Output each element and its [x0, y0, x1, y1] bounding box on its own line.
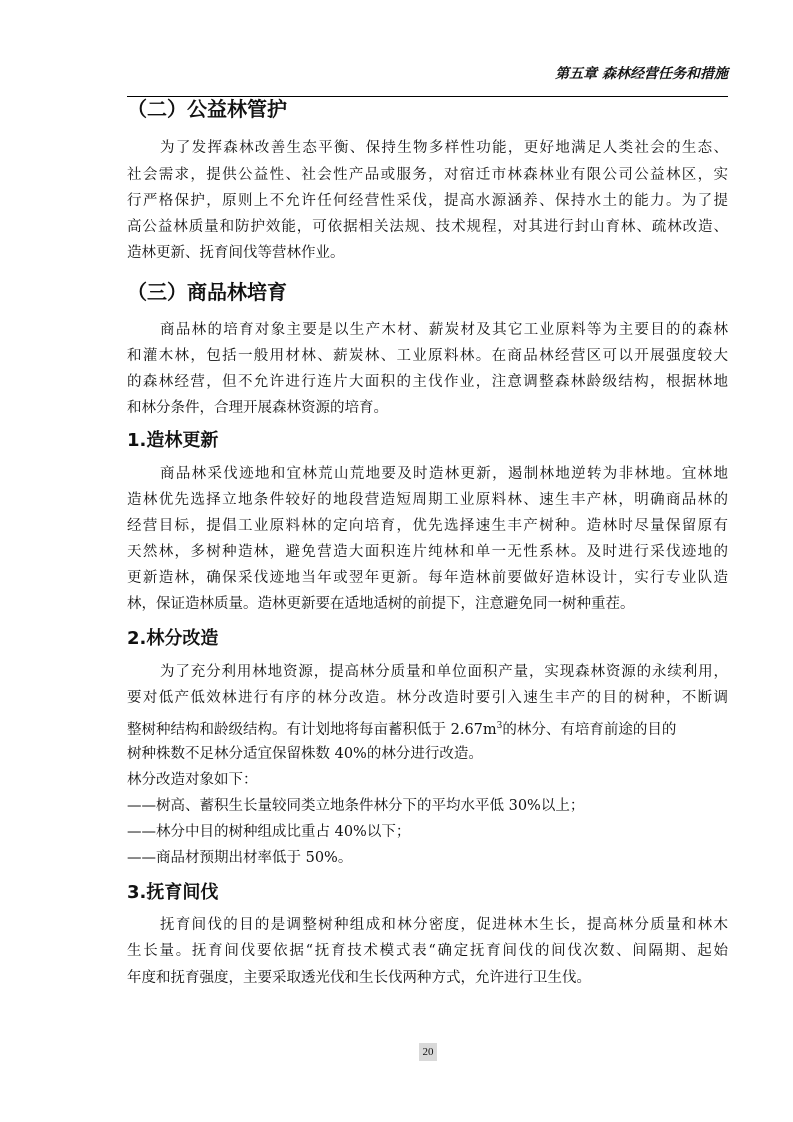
page-number: 20 [419, 1043, 437, 1061]
list-item: ——树高、蓄积生长量较同类立地条件林分下的平均水平低 30%以上； [127, 798, 585, 814]
paragraph-line [127, 716, 728, 740]
paragraph-line: 和林分条件，合理开展森林资源的培育。 [127, 400, 388, 416]
paragraph-line: 商品林采伐迹地和宜林荒山荒地要及时造林更新，遏制林地逆转为非林地。宜林地 [160, 466, 728, 482]
list-item: ——商品材预期出材率低于 50%。 [127, 850, 353, 866]
paragraph-line: 天然林，多树种造林，避免营造大面积连片纯林和单一无性系林。及时进行采伐迹地的 [127, 544, 728, 560]
paragraph-line: 高公益林质量和防护效能，可依据相关法规、技术规程，对其进行封山育林、疏林改造、 [127, 219, 728, 235]
paragraph-line: 生长量。抚育间伐要依据“抚育技术模式表“确定抚育间伐的间伐次数、间隔期、起始 [127, 943, 728, 959]
paragraph-line: 为了发挥森林改善生态平衡、保持生物多样性功能，更好地满足人类社会的生态、 [160, 140, 728, 156]
page-header: 第五章 森林经营任务和措施 [555, 66, 728, 82]
paragraph-line: 抚育间伐的目的是调整树种组成和林分密度，促进林木生长，提高林分质量和林木 [160, 917, 728, 933]
paragraph-line: 造林更新、抚育间伐等营林作业。 [127, 245, 345, 261]
heading-public-forest: （二）公益林管护 [127, 97, 287, 121]
heading-stand-improvement: 2.林分改造 [127, 628, 219, 649]
paragraph-line: 造林优先选择立地条件较好的地段营造短周期工业原料林、速生丰产林，明确商品林的 [127, 492, 728, 508]
paragraph-line: 要对低产低效林进行有序的林分改造。林分改造时要引入速生丰产的目的树种，不断调 [127, 690, 728, 706]
paragraph-line: 年度和抚育强度，主要采取透光伐和生长伐两种方式，允许进行卫生伐。 [127, 970, 591, 986]
paragraph-line: 更新造林，确保采伐迹地当年或翌年更新。每年造林前要做好造林设计，实行专业队造 [127, 570, 728, 586]
paragraph-line: 经营目标，提倡工业原料林的定向培育，优先选择速生丰产树种。造林时尽量保留原有 [127, 518, 728, 534]
line-text: 的林分、有培育前途的目的 [502, 721, 677, 738]
paragraph-line: 商品林的培育对象主要是以生产木材、薪炭材及其它工业原料等为主要目的的森林 [160, 322, 728, 338]
paragraph-line: 和灌木林，包括一般用材林、薪炭林、工业原料林。在商品林经营区可以开展强度较大 [127, 348, 728, 364]
line-text: 整树种结构和龄级结构。有计划地将每亩蓄积低于 2.67m [127, 721, 497, 738]
paragraph-line: 树种株数不足林分适宜保留株数 40%的林分进行改造。 [127, 746, 483, 762]
heading-commercial-forest: （三）商品林培育 [127, 280, 287, 304]
heading-afforestation: 1.造林更新 [127, 430, 219, 451]
superscript: 3 [496, 721, 503, 731]
paragraph-line: 的森林经营，但不允许进行连片大面积的主伐作业，注意调整森林龄级结构，根据林地 [127, 374, 728, 390]
list-item: ——林分中目的树种组成比重占 40%以下； [127, 824, 411, 840]
paragraph-line: 为了充分利用林地资源，提高林分质量和单位面积产量，实现森林资源的永续利用， [160, 664, 728, 680]
paragraph-line: 林，保证造林质量。造林更新要在适地适树的前提下，注意避免同一树种重茬。 [127, 596, 635, 612]
heading-thinning: 3.抚育间伐 [127, 882, 219, 903]
paragraph-line: 行严格保护，原则上不允许任何经营性采伐，提高水源涵养、保持水土的能力。为了提 [127, 193, 728, 209]
paragraph-line: 林分改造对象如下： [127, 772, 258, 788]
paragraph-line: 社会需求，提供公益性、社会性产品或服务，对宿迁市林森林业有限公司公益林区，实 [127, 167, 728, 183]
